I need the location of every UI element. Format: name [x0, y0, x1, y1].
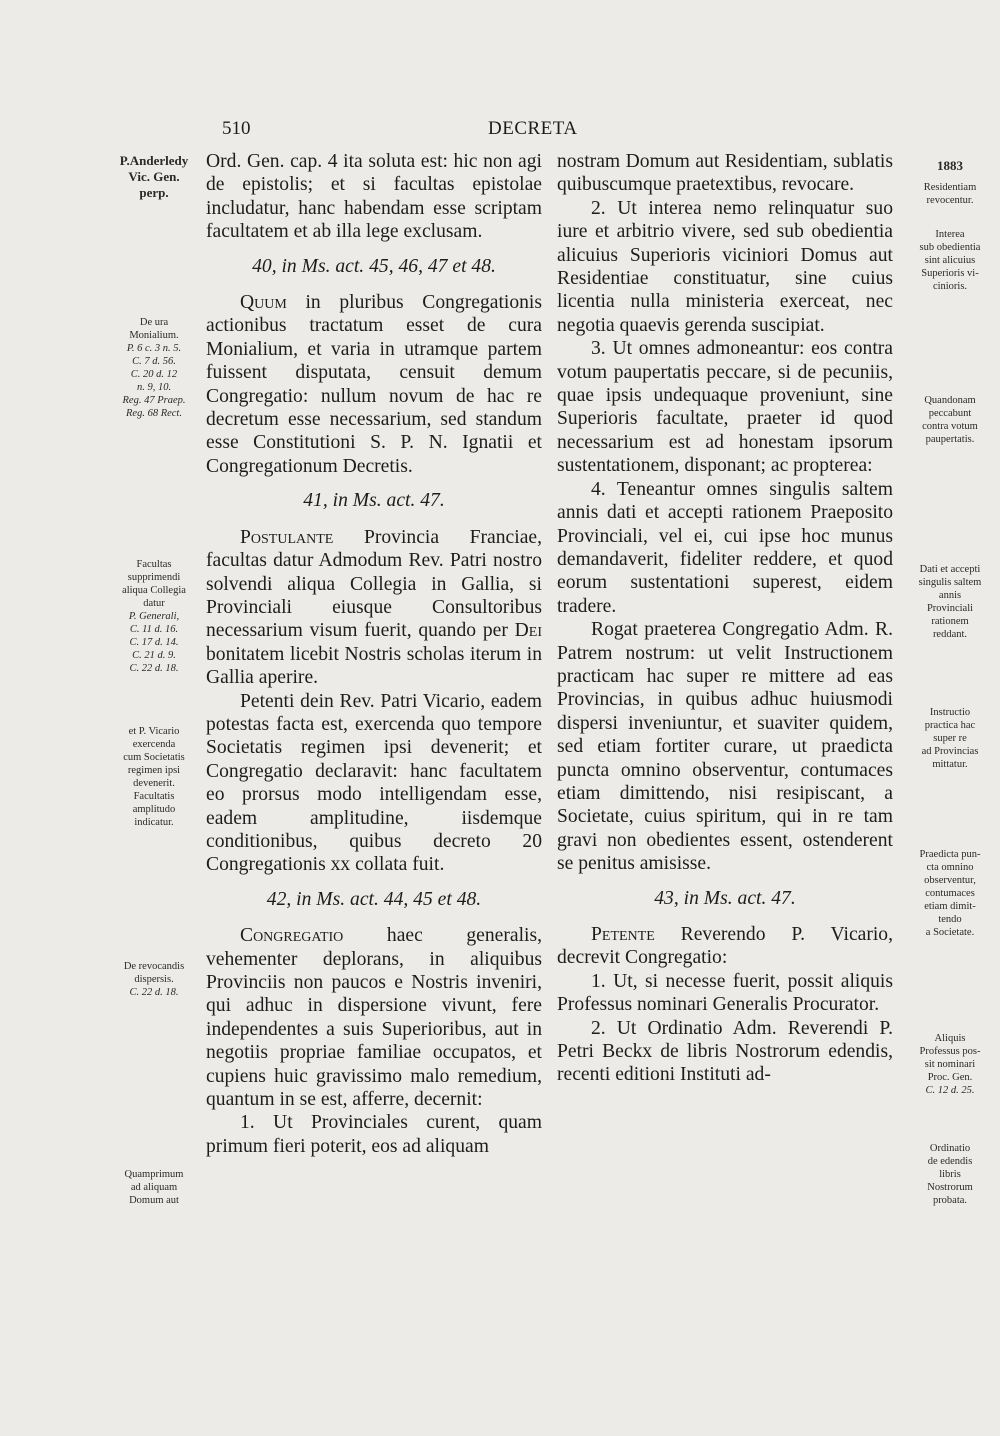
margin-note-line: reddant. [932, 629, 968, 640]
margin-note-line: singulis saltem [918, 577, 982, 588]
margin-note-line: C. 21 d. 9. [132, 650, 176, 661]
margin-note-line: Monialium. [129, 330, 179, 341]
margin-note-line: libris [939, 1169, 961, 1180]
margin-note-line: C. 22 d. 18. [129, 663, 179, 674]
margin-note-line: contra votum [922, 421, 978, 432]
margin-note-line: Provinciali [926, 603, 974, 614]
margin-note-line: ad Provincias [921, 746, 979, 757]
right-margin-note [900, 1142, 1000, 1207]
margin-note-line: Nostrorum [927, 1182, 973, 1193]
margin-note-line: P. 6 c. 3 n. 5. [126, 343, 182, 354]
margin-note-line: 1883 [937, 158, 963, 173]
decree-41-text: Postulante Provincia Franciae, facultas datur Admodum Rev. Patri nostro solvendi aliqua Collegia in Gallia, si Provinciali eiusque Consultoribus necessarium visum fuerit, quando per Dei bonitatem licebit Nostris scholas iterum in Gallia aperire. [206, 526, 542, 689]
margin-note-line: Reg. 47 Praep. [122, 395, 186, 406]
text-column-right [557, 150, 893, 1087]
margin-note-line: Praedicta pun- [919, 849, 981, 860]
margin-note-line: Dati et accepti [919, 564, 981, 575]
decree-40-text: Quum in pluribus Congregationis actionibus tractatum esset de cura Monialium, et varia in utramque partem fuissent disputata, censuit demum Congregatio: nullum novum de hac re decretum esse necessarium, sed standum esse Constitutioni S. P. N. Ignatii et Congregationum Decretis. [206, 292, 542, 477]
margin-note-line: cum Societatis [123, 752, 185, 763]
decree-43-item-2: 2. Ut Ordinatio Adm. Reverendi P. Petri Beckx de libris Nostrorum edendis, recenti editioni Instituti ad- [557, 1017, 893, 1086]
margin-note-line: aliqua Collegia [122, 585, 186, 596]
decree-42-text: Congregatio haec generalis, vehementer deplorans, in aliquibus Provinciis non paucos e Nostris inveniri, qui adhuc in dispersione vivunt, fere independentes a suis Superioribus, aut in negotiis propriae familiae occupatos, et cupiens huic gravissimo malo remedium, quantum in se est, afferre, decernit: [206, 925, 542, 1111]
right-margin-note [900, 706, 1000, 771]
margin-note-line: De revocandis [123, 961, 185, 972]
margin-note-line: devenerit. [133, 778, 175, 789]
margin-note-line: sub obedientia [919, 242, 981, 253]
decree-42-rogat: Rogat praeterea Congregatio Adm. R. Patrem nostrum: ut velit Instructionem practicam hac super re mittere ad eas Provincias, in quibus adhuc huiusmodi dispersi inveniuntur, et suaviter quidem, sed etiam fortiter curare, ut praedicta puncta omnino observentur, contumaces etiam dimittendo, nisi resipiscant, a Societate, cuius spiritum, qui in re tam gravi non obedientes essent, ostenderent se penitus amisisse. [557, 619, 893, 875]
margin-note-line: sit nominari [924, 1059, 976, 1070]
margin-note-line: de edendis [927, 1156, 973, 1167]
decree-heading-40: 40, in Ms. act. 45, 46, 47 et 48. [252, 255, 496, 277]
margin-note-line: Quamprimum [124, 1169, 184, 1180]
right-margin-note [900, 158, 1000, 174]
lead-word: Congregatio [240, 925, 344, 947]
margin-note-line: mittatur. [932, 759, 968, 770]
margin-note-line: Quandonam [924, 395, 976, 406]
margin-note-line: Vic. Gen. [128, 169, 180, 184]
margin-note-line: C. 7 d. 56. [132, 356, 176, 367]
margin-note-line: supprimendi [127, 572, 181, 583]
right-margin-note [900, 228, 1000, 293]
margin-note-line: tendo [938, 914, 962, 925]
margin-note-line: perp. [139, 185, 169, 200]
margin-note-line: Ordinatio [929, 1143, 971, 1154]
margin-note-line: P. Generali, [128, 611, 180, 622]
running-head: DECRETA [488, 118, 578, 139]
right-margin-note [900, 181, 1000, 207]
margin-note-line: contumaces [925, 888, 975, 899]
left-margin-note [100, 316, 208, 420]
left-margin-note [100, 1168, 208, 1207]
right-margin-note [900, 848, 1000, 939]
margin-note-line: Aliquis [934, 1033, 966, 1044]
left-margin-note [100, 558, 208, 675]
margin-note-line: super re [933, 733, 967, 744]
margin-note-line: De ura [139, 317, 169, 328]
margin-note-line: a Societate. [925, 927, 975, 938]
margin-note-line: cta omnino [926, 862, 974, 873]
decree-heading-41: 41, in Ms. act. 47. [303, 490, 445, 512]
margin-note-line: probata. [932, 1195, 968, 1206]
paragraph-continued: Ord. Gen. cap. 4 ita soluta est: hic non agi de epistolis; et si facultas epistolae includatur, hanc habendam esse scriptam facultatem et ab illa lege exclusam. [206, 151, 542, 243]
margin-note-line: exercenda [132, 739, 176, 750]
lead-word: Quum [240, 292, 287, 314]
right-margin-note [900, 563, 1000, 641]
margin-note-line: cinioris. [932, 281, 968, 292]
right-margin-note [900, 1032, 1000, 1097]
margin-note-line: Facultas [136, 559, 172, 570]
decree-41-text-2: Petenti dein Rev. Patri Vicario, eadem potestas facta est, exercenda quo tempore Societatis regimen ipsi devenerit; et Congregatio declaravit: hanc facultatem eo prorsus modo intelligendam esse, eadem amplitudine, iisdemque conditionibus, quibus decreto 20 Congregationis xx collata fuit. [206, 690, 542, 876]
lead-word: Petente [591, 924, 655, 945]
margin-note-line: C. 20 d. 12 [130, 369, 178, 380]
margin-note-line: paupertatis. [925, 434, 975, 445]
margin-note-line: Interea [935, 229, 965, 240]
decree-42-item-1: 1. Ut Provinciales curent, quam primum fieri poterit, eos ad aliquam [206, 1112, 542, 1157]
margin-note-line: rationem [931, 616, 969, 627]
margin-note-line: datur [143, 598, 165, 609]
right-margin-note [900, 394, 1000, 446]
margin-note-line: observentur, [924, 875, 976, 886]
margin-note-line: C. 17 d. 14. [129, 637, 179, 648]
margin-note-line: dispersis. [134, 974, 174, 985]
margin-note-line: Instructio [929, 707, 971, 718]
margin-note-line: amplitudo [132, 804, 176, 815]
margin-note-line: regimen ipsi [127, 765, 181, 776]
margin-note-line: Professus pos- [919, 1046, 981, 1057]
margin-note-line: Domum aut [129, 1195, 179, 1206]
decree-43-text: Petente Reverendo P. Vicario, decrevit Congregatio: [557, 924, 893, 969]
page-number: 510 [222, 118, 251, 139]
margin-note-line: et P. Vicario [128, 726, 180, 737]
margin-note-line: P.Anderledy [119, 153, 189, 168]
decree-42-item-4: 4. Teneantur omnes singulis saltem annis dati et accepti rationem Praeposito Provinciali, vel ei, cui ipse hoc munus demandaverit, fideliter reddere, et quod eorum sustentationi superest, eidem tradere. [557, 478, 893, 617]
left-margin-note [100, 960, 208, 999]
margin-note-line: n. 9, 10. [136, 382, 172, 393]
margin-note-line: indicatur. [134, 817, 174, 828]
margin-note-line: revocentur. [926, 195, 974, 206]
left-margin-note [100, 725, 208, 829]
margin-note-line: Reg. 68 Rect. [126, 408, 182, 419]
margin-note-line: annis [938, 590, 962, 601]
decree-42-item-3: 3. Ut omnes admoneantur: eos contra votum paupertatis peccare, si de pecuniis, quae ipsis undequaque proveniunt, sine Superioris facultate, praeter id quod necessarium est ad honestam ipsorum sustentationem, disponant; ac propterea: [557, 338, 893, 477]
margin-note-line: Proc. Gen. [927, 1072, 973, 1083]
margin-note-line: etiam dimit- [924, 901, 976, 912]
text-column-left [206, 150, 542, 1158]
margin-note-line: C. 11 d. 16. [129, 624, 179, 635]
margin-note-line: Facultatis [133, 791, 175, 802]
margin-note-line: C. 12 d. 25. [925, 1085, 975, 1096]
paragraph-continued: nostram Domum aut Residentiam, sublatis quibuscumque praetextibus, revocare. [557, 151, 893, 196]
margin-note-line: sint alicuius [924, 255, 976, 266]
margin-note-line: ad aliquam [130, 1182, 178, 1193]
margin-note-line: Residentiam [923, 182, 977, 193]
decree-42-item-2: 2. Ut interea nemo relinquatur suo iure et arbitrio vivere, sed sub obedientia alicuius Superioris viciniori Domus aut Residentiae constituatur, sine cuius licentia nulla ministeria exerceat, nec negotia quaevis gerenda suscipiat. [557, 197, 893, 336]
decree-heading-42: 42, in Ms. act. 44, 45 et 48. [266, 888, 482, 910]
decree-heading-43: 43, in Ms. act. 47. [654, 887, 796, 909]
margin-note-line: C. 22 d. 18. [129, 987, 179, 998]
margin-note-line: practica hac [924, 720, 976, 731]
decree-43-item-1: 1. Ut, si necesse fuerit, possit aliquis Professus nominari Generalis Procurator. [557, 970, 893, 1016]
lead-word: Postulante [240, 526, 334, 548]
margin-note-line: peccabunt [928, 408, 972, 419]
left-margin-note [100, 153, 208, 201]
dei-word: Dei [514, 620, 542, 642]
margin-note-line: Superioris vi- [921, 268, 979, 279]
